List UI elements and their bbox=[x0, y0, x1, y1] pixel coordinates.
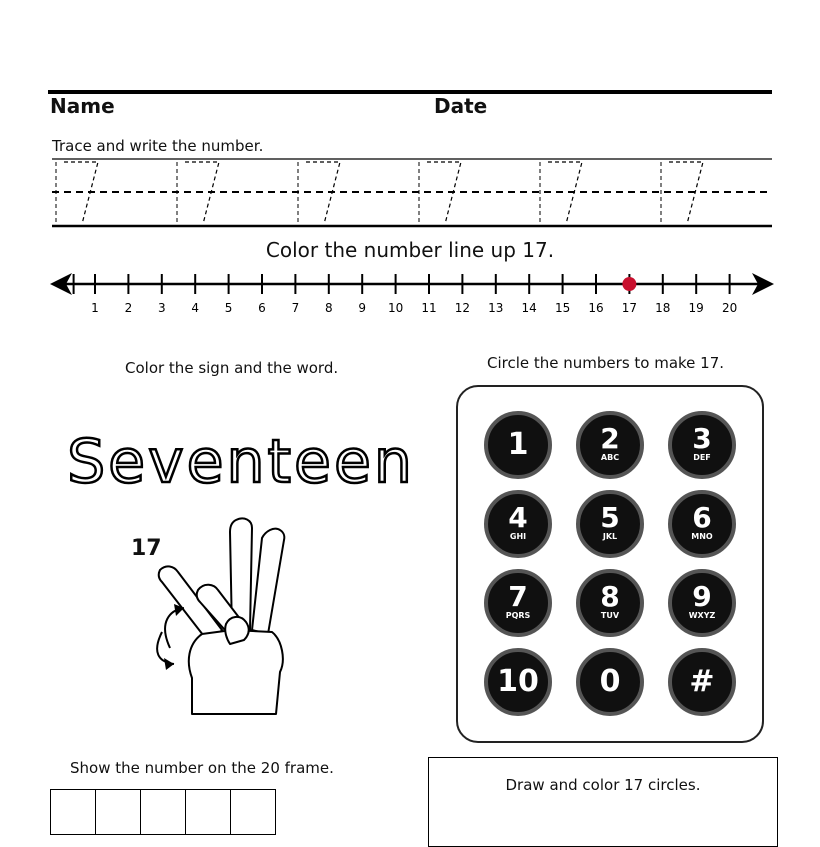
number-line-label: 19 bbox=[688, 301, 704, 315]
keypad-key[interactable] bbox=[576, 569, 644, 637]
number-line-marker bbox=[622, 277, 636, 291]
draw-instruction: Draw and color 17 circles. bbox=[505, 776, 701, 794]
number-line-label: 20 bbox=[721, 301, 738, 315]
seventeen-outline-text: Seventeen bbox=[67, 427, 415, 496]
keypad-key-number: 7 bbox=[508, 580, 528, 613]
keypad-key-number: 10 bbox=[497, 664, 539, 699]
frame-cell[interactable] bbox=[141, 790, 186, 835]
number-line-label: 5 bbox=[224, 301, 233, 315]
keypad-instruction: Circle the numbers to make 17. bbox=[487, 354, 725, 372]
number-line-label: 3 bbox=[157, 301, 166, 315]
keypad-key[interactable] bbox=[484, 490, 552, 558]
keypad-key-letters: ABC bbox=[600, 453, 620, 462]
number-line-label: 17 bbox=[621, 301, 638, 315]
frame-cell[interactable] bbox=[51, 790, 96, 835]
twenty-frame[interactable] bbox=[50, 789, 276, 835]
number-line-label: 18 bbox=[655, 301, 671, 315]
number-line-label: 13 bbox=[488, 301, 504, 315]
keypad-key[interactable] bbox=[484, 569, 552, 637]
keypad-key-letters: GHI bbox=[509, 532, 527, 541]
keypad-key-number: 0 bbox=[599, 664, 621, 699]
number-line-label: 4 bbox=[191, 301, 200, 315]
number-line-label: 10 bbox=[387, 301, 404, 315]
keypad-key-letters: MNO bbox=[691, 532, 713, 541]
keypad-key-number: 1 bbox=[507, 427, 529, 462]
keypad-key-number: 6 bbox=[692, 501, 712, 534]
number-line-label: 14 bbox=[521, 301, 537, 315]
keypad-key[interactable] bbox=[668, 411, 736, 479]
keypad-key-letters: TUV bbox=[600, 611, 620, 620]
keypad-key-number: 4 bbox=[508, 501, 528, 534]
number-line-title: Color the number line up 17. bbox=[265, 238, 555, 262]
keypad-key[interactable] bbox=[668, 648, 736, 716]
keypad-key-number: 2 bbox=[600, 422, 620, 455]
frame-cell[interactable] bbox=[96, 790, 141, 835]
number-line-label: 12 bbox=[454, 301, 471, 315]
name-label: Name bbox=[50, 94, 115, 118]
phone-keypad bbox=[456, 385, 764, 743]
seventeen-word[interactable] bbox=[66, 418, 416, 496]
number-line-label: 7 bbox=[291, 301, 300, 315]
sign-language-hand-icon[interactable] bbox=[140, 512, 300, 720]
keypad-key-number: 5 bbox=[600, 501, 620, 534]
keypad-key[interactable] bbox=[484, 648, 552, 716]
keypad-key[interactable] bbox=[484, 411, 552, 479]
keypad-key[interactable] bbox=[668, 569, 736, 637]
keypad-key-number: # bbox=[689, 664, 715, 699]
frame-cell[interactable] bbox=[231, 790, 276, 835]
number-line-label: 6 bbox=[258, 301, 266, 315]
keypad-key-letters: PQRS bbox=[505, 611, 531, 620]
sign-instruction: Color the sign and the word. bbox=[125, 359, 339, 377]
keypad-key-number: 8 bbox=[600, 580, 620, 613]
trace-lines bbox=[50, 156, 774, 232]
number-line-label: 16 bbox=[588, 301, 604, 315]
twenty-frame-instruction: Show the number on the 20 frame. bbox=[70, 759, 334, 777]
frame-cell[interactable] bbox=[186, 790, 231, 835]
sign-number-label: 17 bbox=[131, 536, 162, 561]
keypad-key[interactable] bbox=[576, 411, 644, 479]
number-line-label: 2 bbox=[124, 301, 133, 315]
number-line-label: 15 bbox=[554, 301, 571, 315]
number-line-label: 1 bbox=[91, 301, 99, 315]
keypad-key[interactable] bbox=[576, 648, 644, 716]
trace-instruction: Trace and write the number. bbox=[52, 137, 264, 155]
number-line-label: 11 bbox=[421, 301, 437, 315]
draw-circles-box[interactable] bbox=[428, 757, 778, 847]
keypad-key[interactable] bbox=[576, 490, 644, 558]
date-label: Date bbox=[434, 94, 488, 118]
keypad-key-number: 9 bbox=[692, 580, 712, 613]
keypad-key-letters: DEF bbox=[693, 453, 711, 462]
keypad-key[interactable] bbox=[668, 490, 736, 558]
header-rule bbox=[48, 90, 772, 94]
number-line-label: 8 bbox=[324, 301, 333, 315]
keypad-key-letters: WXYZ bbox=[688, 611, 716, 620]
number-line[interactable] bbox=[50, 266, 776, 318]
number-line-label: 9 bbox=[358, 301, 367, 315]
keypad-key-number: 3 bbox=[692, 422, 712, 455]
keypad-key-letters: JKL bbox=[602, 532, 618, 541]
